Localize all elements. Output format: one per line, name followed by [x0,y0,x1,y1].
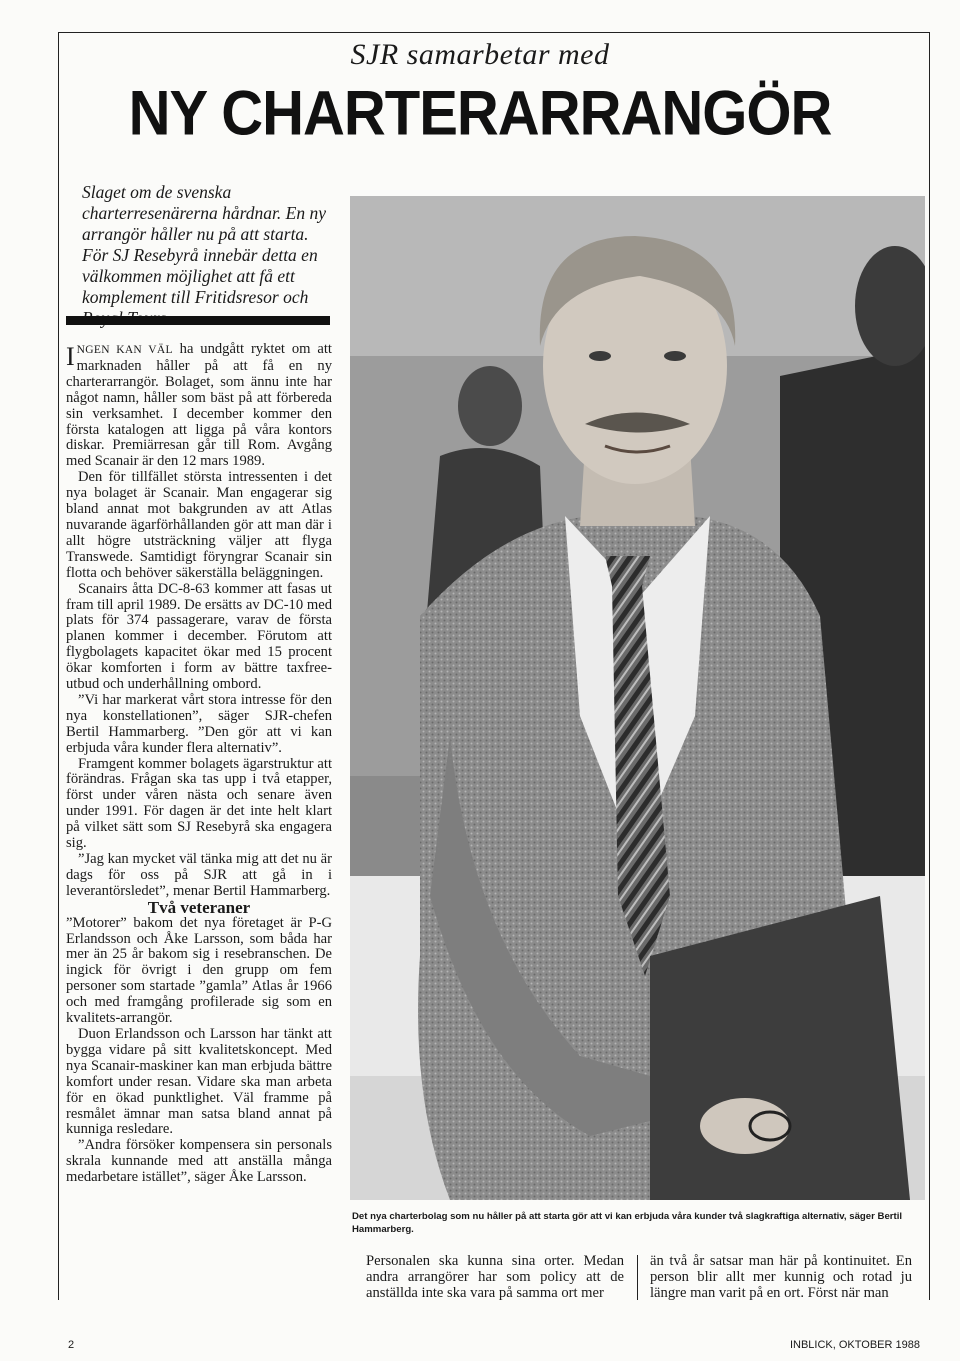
photo-caption: Det nya charterbolag som nu håller på att starta gör att vi kan erbjuda våra kunder två slagkraftiga alternativ, säger Bertil Hammarberg. [352,1211,903,1235]
left-rule [58,32,59,1300]
headline: NY CHARTERARRANGÖR [128,78,832,149]
paragraph-6: ”Jag kan mycket väl tänka mig att det nu är dags för oss på SJR att gå in i leverantörsledet”, menar Bertil Hammarberg. [66,851,332,899]
bottom-column-2: än två år satsar man här på kontinuitet. En person blir allt mer kunnig och rotad ju längre man varit på en ort. Först när man [650,1253,912,1301]
kicker: SJR samarbetar med [350,38,610,71]
page-number: 2 [68,1339,75,1351]
portrait-photo [350,196,925,1200]
article-column [66,342,332,1186]
lead-divider-bar [66,316,330,325]
paragraph-7: ”Motorer” bakom det nya företaget är P-G Erlandsson och Åke Larsson, som båda har mer än 25 år bakom sig i resebranschen. De ingick för övrigt i den grupp om fem personer som startade ”gamla” Atlas år 1966 och med framgång profilerade sig som en kvalitets-arrangör. [66,914,332,1027]
paragraph-5: Framgent kommer bolagets ägarstruktur att förändras. Frågan ska tas upp i två etapper, först under våren nästa och senare även under 1991. För dagen är det inte helt klart på vilket sätt som SJ Resebyrå ska engagera sig. [66,755,332,852]
paragraph-3: Scanairs åtta DC-8-63 kommer att fasas ut fram till april 1989. De ersätts av DC-10 med plats för 374 passagerare, varav de första planen kommer i december. Förutom att flygbolagets kapacitet ökar med 15 procent ökar komforten i form av bättre taxfree-utbud och underhållning ombord. [66,580,332,693]
subheading: Två veteraner [147,897,251,917]
drop-cap: I [66,342,75,371]
bottom-column-1: Personalen ska kunna sina orter. Medan andra arrangörer har som policy att de anställda inte ska vara på samma ort mer [366,1253,624,1301]
paragraph-4: ”Vi har markerat vårt stora intresse för den nya konstellationen”, säger SJR-chefen Bertil Hammarberg. ”Den gör att vi kan erbjuda våra kunder flera alternativ”. [66,691,332,756]
paragraph-8: Duon Erlandsson och Larsson har tänkt att bygga vidare på sitt kvalitetskoncept. Med nya Scanair-maskiner kan man erbjuda bättre komfort under resan. Vidare ska man arbeta för en ökad punktlighet. Väl framme på resmålet ämnar man satsa bland annat på kunniga resledare. [66,1025,332,1138]
lead-paragraph: Slaget om de svenska charterresenärerna hårdnar. En ny arrangör håller nu på att starta. För SJ Resebyrå innebär detta en välkommen möjlighet att få ett komplement till Fritidsresor och [82,182,327,307]
paragraph-9: ”Andra försöker kompensera sin personals skrala kunnande med att anställa många medarbetare istället”, säger Åke Larsson. [66,1137,332,1186]
right-rule [929,32,930,1300]
column-divider [637,1255,638,1300]
opening-smallcaps: NGEN KAN VÄL [76,344,173,356]
publication-footer: INBLICK, OKTOBER 1988 [789,1339,920,1351]
paragraph-1-text: ha undgått ryktet om att marknaden håller på att få en ny charterarrangör. Bolaget, som ännu inte har något namn, håller som bäst på att förbereda sin verksamhet. I december kommer den första katalogen att ligga på våra kontors diskar. Premiärresan går till Rom. Avgång med Scanair är den 12 mars 1989. [66,341,332,470]
paragraph-2: Den för tillfället största intressenten i det nya bolaget är Scanair. Man engagerar sig bland annat mot bakgrunden av att Atlas nuvarande ägarförhållanden gör att man där i allt högre utsträckning väljer att flyga Transwede. Samtidigt föryngrar Scanair sin flotta och behöver säkerställa beläggningen. [66,469,332,581]
paragraph-1 [66,342,332,470]
top-rule [58,32,930,33]
portrait-illustration [350,196,925,1200]
